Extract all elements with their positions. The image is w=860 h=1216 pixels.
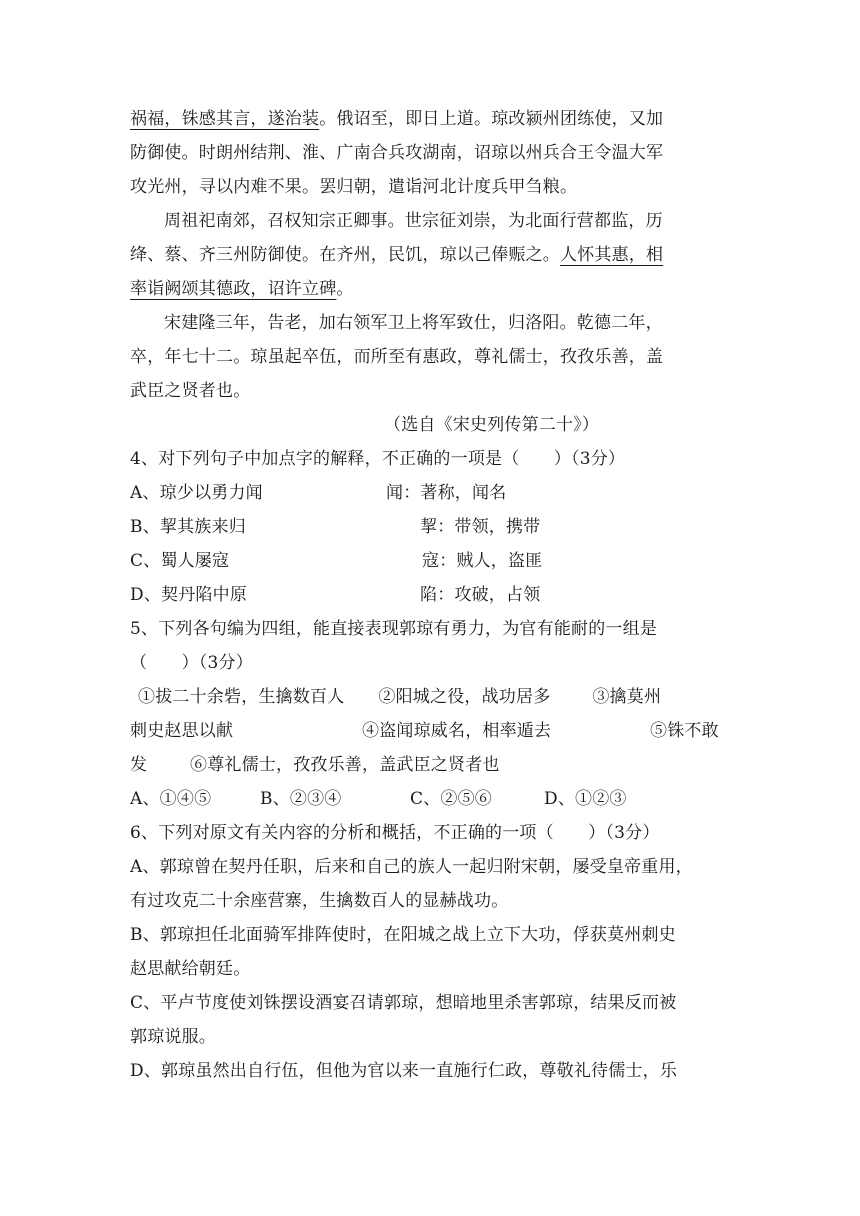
option-line: D、郭琼虽然出自行伍，但他为官以来一直施行仁政，尊敬礼待儒士，乐 bbox=[130, 1061, 678, 1081]
option-gloss: 闻：著称，闻名 bbox=[386, 483, 507, 503]
item: 发 bbox=[130, 755, 148, 775]
question-5 bbox=[130, 612, 732, 816]
option-row bbox=[130, 544, 732, 578]
option-gloss: 寇：贼人，盗匪 bbox=[422, 551, 543, 571]
item: ⑤铢不敢 bbox=[650, 721, 719, 741]
passage-line: 宋建隆三年，告老，加右领军卫上将军致仕，归洛阳。乾德二年， bbox=[164, 313, 663, 333]
option-line: 有过攻克二十余座营寨，生擒数百人的显赫战功。 bbox=[130, 891, 509, 911]
passage-line: 攻光州，寻以内难不果。罢归朝，遣诣河北计度兵甲刍粮。 bbox=[130, 177, 578, 197]
item-row bbox=[130, 680, 732, 714]
choice: D、①②③ bbox=[544, 789, 627, 809]
choice-row bbox=[130, 782, 732, 816]
question-4 bbox=[130, 442, 732, 612]
passage-line bbox=[130, 272, 732, 306]
choice: A、①④⑤ bbox=[130, 789, 212, 809]
choice: C、②⑤⑥ bbox=[410, 789, 493, 809]
source-citation: （选自《宋史列传第二十》） bbox=[384, 415, 600, 435]
item: 刺史赵思以献 bbox=[130, 721, 234, 741]
item: ④盗闻琼威名，相率遁去 bbox=[362, 721, 552, 741]
question-stem: （ ）（3分） bbox=[130, 653, 253, 673]
option-row bbox=[130, 510, 732, 544]
passage bbox=[130, 102, 732, 442]
question-6 bbox=[130, 816, 732, 1088]
underlined-text: 人怀其惠，相 bbox=[560, 245, 664, 265]
option-row bbox=[130, 578, 732, 612]
passage-line bbox=[130, 238, 732, 272]
option-label: C、蜀人屡寇 bbox=[130, 551, 230, 571]
passage-text: 绛、蔡、齐三州防御使。在齐州，民饥，琼以己俸赈之。 bbox=[130, 245, 560, 265]
item: ①拔二十余砦，生擒数百人 bbox=[138, 687, 345, 707]
item: ⑥尊礼儒士，孜孜乐善，盖武臣之贤者也 bbox=[190, 755, 500, 775]
option-line: C、平卢节度使刘铢摆设酒宴召请郭琼，想暗地里杀害郭琼，结果反而被 bbox=[130, 993, 677, 1013]
option-label: A、琼少以勇力闻 bbox=[130, 483, 263, 503]
option-line: 赵思献给朝廷。 bbox=[130, 959, 251, 979]
option-line: A、郭琼曾在契丹任职，后来和自己的族人一起归附宋朝，屡受皇帝重用， bbox=[130, 857, 693, 877]
item: ②阳城之役，战功居多 bbox=[378, 687, 551, 707]
option-gloss: 陷：攻破，占领 bbox=[420, 585, 541, 605]
item-row bbox=[130, 748, 732, 782]
choice: B、②③④ bbox=[260, 789, 342, 809]
option-gloss: 挈：带领，携带 bbox=[420, 517, 541, 537]
passage-line: 武臣之贤者也。 bbox=[130, 381, 251, 401]
passage-text: 。俄诏至，即日上道。琼改颍州团练使，又加 bbox=[319, 109, 664, 129]
item: ③擒莫州 bbox=[592, 687, 662, 707]
option-line: 郭琼说服。 bbox=[130, 1027, 216, 1047]
option-label: D、契丹陷中原 bbox=[130, 585, 248, 605]
item-row bbox=[130, 714, 732, 748]
option-row bbox=[130, 476, 732, 510]
passage-text: 。 bbox=[336, 279, 354, 299]
question-stem: 4、对下列句子中加点字的解释，不正确的一项是（ ）（3分） bbox=[130, 449, 626, 469]
question-stem: 5、下列各句编为四组，能直接表现郭琼有勇力，为官有能耐的一组是 bbox=[130, 619, 658, 639]
passage-line: 卒，年七十二。琼虽起卒伍，而所至有惠政，尊礼儒士，孜孜乐善，盖 bbox=[130, 347, 664, 367]
passage-line: 周祖祀南郊，召权知宗正卿事。世宗征刘崇，为北面行营都监，历 bbox=[164, 211, 663, 231]
question-stem: 6、下列对原文有关内容的分析和概括，不正确的一项（ ）（3分） bbox=[130, 823, 660, 843]
underlined-text: 祸福，铢感其言，遂治装 bbox=[130, 109, 320, 129]
option-line: B、郭琼担任北面骑军排阵使时，在阳城之战上立下大功，俘获莫州刺史 bbox=[130, 925, 676, 945]
option-label: B、挈其族来归 bbox=[130, 517, 246, 537]
passage-line bbox=[130, 102, 732, 136]
passage-line: 防御使。时朗州结荆、淮、广南合兵攻湖南，诏琼以州兵合王令温大军 bbox=[130, 143, 664, 163]
underlined-text: 率诣阙颂其德政，诏许立碑 bbox=[130, 279, 337, 299]
